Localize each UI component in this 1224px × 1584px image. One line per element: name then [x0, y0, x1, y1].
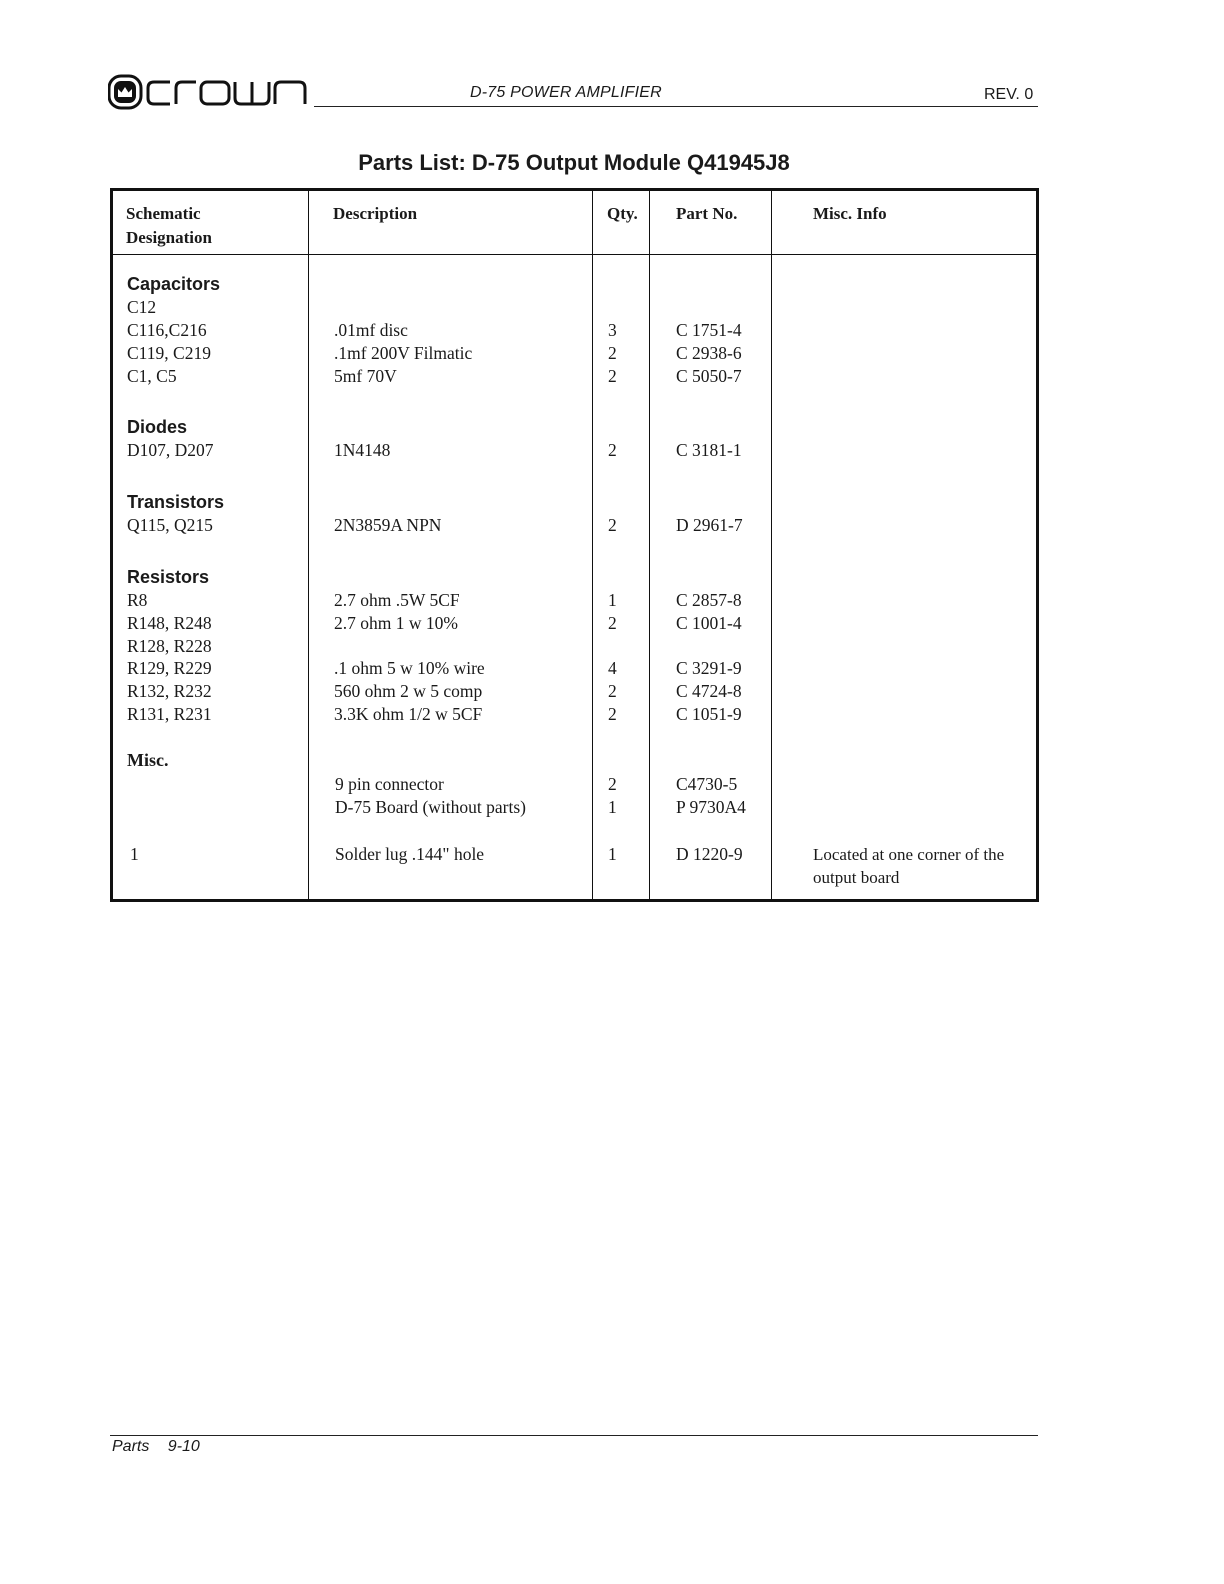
column-divider	[308, 191, 309, 899]
row-description: 2N3859A NPN	[334, 515, 442, 535]
row-designation: C1, C5	[127, 366, 177, 386]
row-part-no: D 2961-7	[676, 515, 743, 535]
row-description: 5mf 70V	[334, 366, 397, 386]
column-divider	[592, 191, 593, 899]
row-description: Solder lug .144" hole	[335, 844, 485, 864]
row-part-no: P 9730A4	[676, 797, 746, 817]
column-header-schematic-line1: Schematic	[126, 204, 201, 223]
category-transistors: Transistors	[127, 492, 225, 512]
row-part-no: C4730-5	[676, 774, 738, 794]
page-footer	[112, 1438, 200, 1456]
row-misc-info-line2: output board	[813, 868, 900, 887]
page-title: Parts List: D-75 Output Module Q41945J8	[358, 150, 790, 175]
row-designation: R128, R228	[127, 636, 212, 656]
row-designation: D107, D207	[127, 440, 214, 460]
crown-logo	[108, 74, 308, 115]
row-misc-info-line1: Located at one corner of the	[813, 845, 1005, 864]
row-qty: 2	[608, 366, 617, 386]
row-part-no: C 1001-4	[676, 613, 742, 633]
row-qty: 2	[608, 704, 617, 724]
row-description: D-75 Board (without parts)	[335, 797, 527, 817]
row-part-no: D 1220-9	[676, 844, 743, 864]
row-designation: R148, R248	[127, 613, 212, 633]
row-designation: R8	[127, 590, 148, 610]
row-qty: 1	[608, 844, 617, 864]
category-diodes: Diodes	[127, 417, 188, 437]
footer-rule	[110, 1435, 1038, 1436]
row-designation: 1	[130, 844, 139, 864]
row-qty: 2	[608, 515, 617, 535]
row-part-no: C 3181-1	[676, 440, 742, 460]
crown-logo-icon	[108, 74, 308, 110]
row-description: 560 ohm 2 w 5 comp	[334, 681, 483, 701]
row-part-no: C 2938-6	[676, 343, 742, 363]
footer-page-number: 9-10	[167, 1438, 200, 1455]
header-row-divider	[113, 254, 1036, 255]
row-designation: R132, R232	[127, 681, 212, 701]
parts-table	[110, 188, 1039, 902]
row-designation: R131, R231	[127, 704, 212, 724]
row-qty: 2	[608, 440, 617, 460]
row-qty: 1	[608, 590, 617, 610]
row-description: 2.7 ohm 1 w 10%	[334, 613, 458, 633]
row-designation: R129, R229	[127, 658, 212, 678]
category-misc: Misc.	[127, 750, 169, 770]
row-description: 1N4148	[334, 440, 391, 460]
row-description: 3.3K ohm 1/2 w 5CF	[334, 704, 483, 724]
row-qty: 3	[608, 320, 617, 340]
row-designation: C116,C216	[127, 320, 207, 340]
row-qty: 2	[608, 613, 617, 633]
column-header-misc-info: Misc. Info	[813, 204, 887, 223]
row-description: 9 pin connector	[335, 774, 444, 794]
category-capacitors: Capacitors	[127, 274, 221, 294]
header-rule	[314, 106, 1038, 107]
column-header-description: Description	[333, 204, 418, 223]
column-header-part-no: Part No.	[676, 204, 738, 223]
row-part-no: C 1051-9	[676, 704, 742, 724]
row-description: .1 ohm 5 w 10% wire	[334, 658, 485, 678]
row-qty: 2	[608, 681, 617, 701]
column-header-schematic	[126, 202, 212, 250]
footer-section: Parts	[112, 1438, 150, 1455]
row-designation: C12	[127, 297, 157, 317]
row-part-no: C 4724-8	[676, 681, 742, 701]
row-qty: 2	[608, 774, 617, 794]
row-misc-info	[813, 843, 1033, 889]
document-title: D-75 POWER AMPLIFIER	[470, 84, 662, 101]
row-part-no: C 5050-7	[676, 366, 742, 386]
revision-label: REV. 0	[984, 86, 1034, 103]
column-divider	[649, 191, 650, 899]
column-header-qty: Qty.	[607, 204, 638, 223]
column-header-schematic-line2: Designation	[126, 228, 212, 247]
row-description: .1mf 200V Filmatic	[334, 343, 473, 363]
row-part-no: C 2857-8	[676, 590, 742, 610]
row-qty: 2	[608, 343, 617, 363]
row-description: .01mf disc	[334, 320, 408, 340]
row-designation: Q115, Q215	[127, 515, 213, 535]
category-resistors: Resistors	[127, 567, 210, 587]
column-divider	[771, 191, 772, 899]
row-qty: 1	[608, 797, 617, 817]
row-part-no: C 3291-9	[676, 658, 742, 678]
row-qty: 4	[608, 658, 617, 678]
row-designation: C119, C219	[127, 343, 211, 363]
row-description: 2.7 ohm .5W 5CF	[334, 590, 460, 610]
row-part-no: C 1751-4	[676, 320, 742, 340]
